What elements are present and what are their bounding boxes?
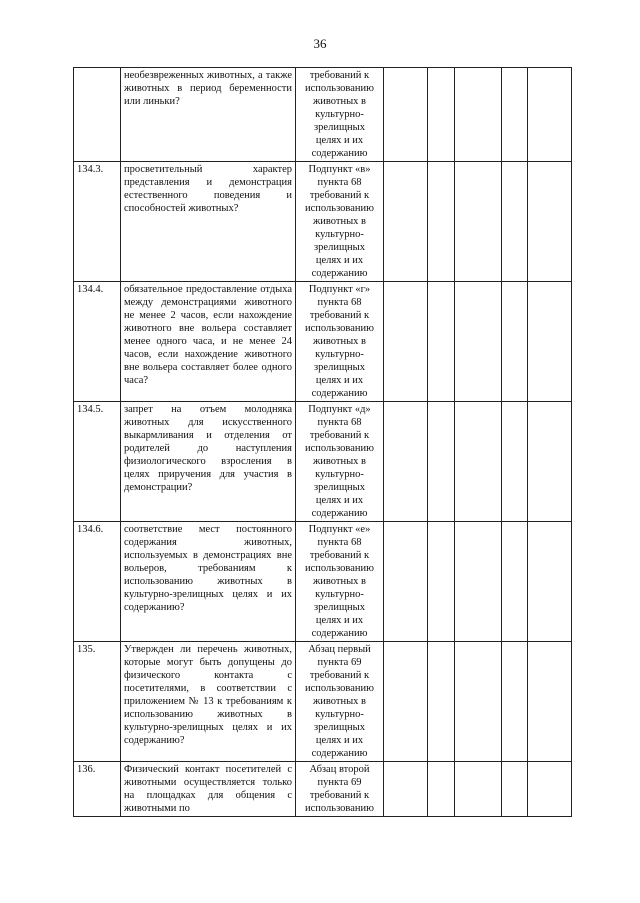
answer-cell bbox=[384, 642, 428, 762]
answer-cell bbox=[528, 282, 572, 402]
requirement-reference: Подпункт «д» пункта 68 требований к использованию животных в культурно- зрелищных целях и их содержанию bbox=[296, 402, 384, 522]
answer-cell bbox=[455, 522, 502, 642]
question-text: Физический контакт посетителей с животными осуществляется только на площадках для общения с животными по bbox=[121, 762, 296, 817]
requirement-reference: Подпункт «е» пункта 68 требований к использованию животных в культурно- зрелищных целях и их содержанию bbox=[296, 522, 384, 642]
answer-cell bbox=[502, 282, 528, 402]
answer-cell bbox=[502, 762, 528, 817]
requirement-reference: Абзац второй пункта 69 требований к использованию bbox=[296, 762, 384, 817]
item-number bbox=[74, 68, 121, 162]
answer-cell bbox=[455, 162, 502, 282]
table-row bbox=[74, 402, 572, 522]
item-number: 136. bbox=[74, 762, 121, 817]
answer-cell bbox=[455, 402, 502, 522]
answer-cell bbox=[455, 642, 502, 762]
answer-cell bbox=[502, 162, 528, 282]
answer-cell bbox=[384, 282, 428, 402]
answer-cell bbox=[502, 642, 528, 762]
question-text: просветительный характер представления и демонстрация естественного поведения и способностей животных? bbox=[121, 162, 296, 282]
question-text: Утвержден ли перечень животных, которые могут быть допущены до физического контакта с посетителями, в соответствии с приложением № 13 к требованиям к использованию животных в культурно-зрелищных целях и их содержанию? bbox=[121, 642, 296, 762]
answer-cell bbox=[502, 402, 528, 522]
requirement-reference: Подпункт «в» пункта 68 требований к использованию животных в культурно- зрелищных целях и их содержанию bbox=[296, 162, 384, 282]
answer-cell bbox=[384, 402, 428, 522]
answer-cell bbox=[528, 642, 572, 762]
table-row bbox=[74, 68, 572, 162]
requirement-reference: Подпункт «г» пункта 68 требований к использованию животных в культурно- зрелищных целях и их содержанию bbox=[296, 282, 384, 402]
question-text: запрет на отъем молодняка животных для искусственного выкармливания и отделения от родителей до наступления физиологического взросления в целях приручения для участия в демонстрации? bbox=[121, 402, 296, 522]
answer-cell bbox=[384, 522, 428, 642]
answer-cell bbox=[455, 68, 502, 162]
table-row bbox=[74, 162, 572, 282]
question-text: обязательное предоставление отдыха между демонстрациями животного не менее 2 часов, если нахождение животного вне вольера составляет менее одного часа, и не менее 24 часов, если нахождение животного вне вольера составляет более одного часа? bbox=[121, 282, 296, 402]
table-row bbox=[74, 282, 572, 402]
answer-cell bbox=[428, 522, 455, 642]
answer-cell bbox=[502, 68, 528, 162]
answer-cell bbox=[528, 762, 572, 817]
table-row bbox=[74, 762, 572, 817]
answer-cell bbox=[384, 162, 428, 282]
requirement-reference: требований к использованию животных в культурно- зрелищных целях и их содержанию bbox=[296, 68, 384, 162]
answer-cell bbox=[428, 68, 455, 162]
answer-cell bbox=[528, 68, 572, 162]
answer-cell bbox=[455, 282, 502, 402]
answer-cell bbox=[384, 68, 428, 162]
checklist-table bbox=[73, 67, 572, 817]
answer-cell bbox=[428, 402, 455, 522]
answer-cell bbox=[384, 762, 428, 817]
answer-cell bbox=[455, 762, 502, 817]
item-number: 135. bbox=[74, 642, 121, 762]
question-text: соответствие мест постоянного содержания животных, используемых в демонстрациях вне вольеров, требованиям к использованию животных в культурно-зрелищных целях и их содержанию? bbox=[121, 522, 296, 642]
table-row bbox=[74, 642, 572, 762]
answer-cell bbox=[428, 282, 455, 402]
item-number: 134.4. bbox=[74, 282, 121, 402]
answer-cell bbox=[502, 522, 528, 642]
answer-cell bbox=[528, 162, 572, 282]
answer-cell bbox=[528, 402, 572, 522]
answer-cell bbox=[428, 162, 455, 282]
answer-cell bbox=[428, 762, 455, 817]
item-number: 134.6. bbox=[74, 522, 121, 642]
page-number: 36 bbox=[313, 36, 327, 51]
answer-cell bbox=[528, 522, 572, 642]
item-number: 134.5. bbox=[74, 402, 121, 522]
question-text: необезвреженных животных, а также животных в период беременности или линьки? bbox=[121, 68, 296, 162]
table-row bbox=[74, 522, 572, 642]
item-number: 134.3. bbox=[74, 162, 121, 282]
requirement-reference: Абзац первый пункта 69 требований к использованию животных в культурно- зрелищных целях и их содержанию bbox=[296, 642, 384, 762]
answer-cell bbox=[428, 642, 455, 762]
